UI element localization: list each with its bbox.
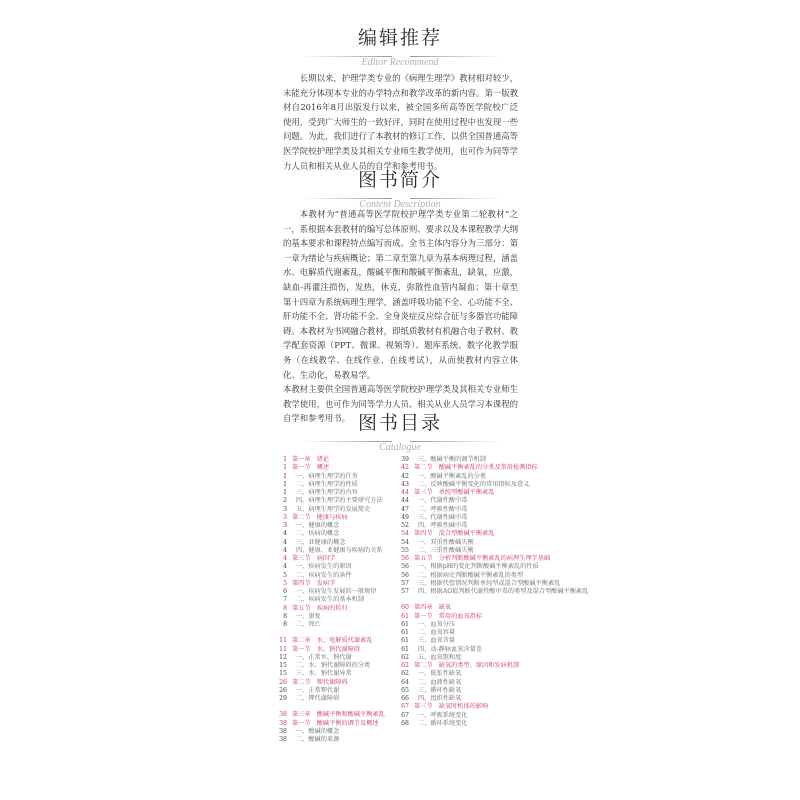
toc-entry-label: 二、疾病发生的条件	[296, 571, 352, 579]
toc-entry-label: 一、低张性缺氧	[418, 670, 462, 678]
toc-entry-label: 二、水、钠代谢障碍的分类	[296, 662, 371, 669]
toc-entry-label: 第三章 酸碱平衡和酸碱平衡紊乱	[292, 711, 385, 719]
toc-section[interactable]	[398, 489, 522, 497]
toc-sub[interactable]	[276, 654, 392, 662]
content-description-paragraph: 本教材为“普通高等医学院校护理学类专业第二轮教材”之一，系根据本套教材的编写总体原则、要求以及本课程教学大纲的基本要求和课程特点编写而成。全书主体内容分为三部分：第一章为绪论与疾病概论；第二章至第九章为基本病理过程，涵盖水、电解质代谢紊乱，酸碱平衡和酸碱平衡紊乱，缺氧，应激，缺血-再灌注损伤，发热，休克，弥散性血管内凝血；第十章至第十四章为系统病理生理学，涵盖呼吸功能不全、心功能不全、肝功能不全、肾功能不全、全身炎症反应综合征与多器官功能障碍。本教材为书网融合教材，即纸质教材有机融合电子教材、教学配套资源（PPT、微课、视频等）、题库系统、数字化教学服务（在线教学、在线作业、在线考试），从而使教材内容立体化、生动化，易教易学。	[283, 209, 518, 380]
toc-page-number: 4	[283, 538, 287, 546]
toc-section[interactable]	[398, 662, 522, 670]
toc-entry-label: 第一节 概述	[292, 464, 330, 472]
toc-sub[interactable]	[276, 572, 392, 580]
toc-page-number: 64	[401, 678, 409, 686]
toc-page-number: 54	[401, 538, 409, 546]
editor-recommend-body	[283, 71, 518, 173]
content-description-body	[283, 207, 518, 426]
toc-section[interactable]	[276, 580, 392, 588]
toc-sub[interactable]	[398, 670, 522, 678]
toc-entry-label: 第一章 绪论	[292, 456, 330, 463]
toc-sub[interactable]	[276, 506, 392, 514]
toc-entry-label: 第一节 酸碱平衡的调节及概述	[292, 719, 379, 727]
toc-entry-label: 三、酸碱平衡的调节机制	[418, 456, 487, 463]
toc-section[interactable]	[398, 530, 522, 538]
toc-sub[interactable]	[398, 712, 522, 720]
toc-page-number: 61	[401, 612, 409, 620]
toc-entry-label: 二、呼吸性酸中毒	[418, 505, 468, 513]
toc-page-number: 44	[401, 497, 409, 505]
toc-entry-label: 四、健康、亚健康与疾病的关系	[296, 546, 383, 554]
toc-entry-label: 第一节 水、钠代谢障碍	[292, 645, 361, 653]
divider-left	[300, 441, 392, 442]
toc-entry-label: 三、代谢性碱中毒	[418, 513, 468, 521]
toc-page-number: 62	[401, 662, 409, 669]
toc-page-number: 49	[401, 513, 409, 521]
content-description-header	[0, 169, 800, 210]
divider-left	[300, 198, 392, 199]
toc-page-number: 52	[401, 522, 409, 529]
content-description-subtitle: Content Description	[359, 199, 441, 210]
toc-page-number: 38	[279, 719, 287, 727]
toc-entry-label: 一、酸碱平衡紊乱的分类	[418, 472, 487, 480]
editor-recommend-subtitle: Editor Recommend	[361, 57, 439, 68]
toc-sub[interactable]	[398, 646, 522, 654]
toc-page-number: 56	[401, 571, 409, 579]
toc-page-number: 1	[283, 480, 287, 488]
divider-right	[410, 198, 502, 199]
toc-sub[interactable]	[276, 728, 392, 736]
toc-page-number: 57	[401, 588, 409, 595]
toc-entry-label: 第三节 缺氧时机体的影响	[414, 703, 489, 711]
toc-sub[interactable]	[276, 563, 392, 571]
toc-entry-label: 第二节 缺氧的类型、原因和发病机制	[414, 662, 520, 669]
toc-entry-label: 一、正常钾代谢	[296, 686, 340, 694]
toc-section[interactable]	[276, 555, 392, 563]
toc-sub[interactable]	[276, 473, 392, 481]
toc-page-number: 61	[401, 637, 409, 645]
toc-page-number: 68	[401, 719, 409, 727]
catalogue-subtitle-row	[0, 435, 800, 453]
toc-page-number: 26	[279, 686, 287, 694]
divider-left	[300, 56, 392, 57]
toc-entry-label: 四、根据AG值判断代谢性酸中毒的类型及混合型酸碱平衡紊乱	[418, 588, 589, 595]
toc-sub[interactable]	[398, 695, 522, 703]
toc-page-number: 42	[401, 464, 409, 472]
toc-page-number: 61	[401, 620, 409, 628]
toc-section[interactable]	[276, 679, 392, 687]
toc-section[interactable]	[276, 720, 392, 728]
toc-page-number: 67	[401, 703, 409, 711]
toc-sub[interactable]	[276, 481, 392, 489]
toc-entry-label: 一、代谢性酸中毒	[418, 497, 468, 505]
toc-entry-label: 第二章 水、电解质代谢紊乱	[292, 637, 373, 645]
toc-page-number: 39	[401, 456, 409, 463]
toc-sub[interactable]	[398, 473, 522, 481]
toc-entry-label: 第二节 钾代谢障碍	[292, 678, 348, 686]
toc-page-number: 2	[283, 497, 287, 505]
toc-page-number: 26	[279, 678, 287, 686]
toc-page-number: 1	[283, 464, 287, 472]
toc-section[interactable]	[398, 464, 538, 472]
toc-entry-label: 二、三重性酸碱失衡	[418, 546, 474, 554]
toc-sub[interactable]	[398, 572, 522, 580]
toc-entry-label: 一、根据pH的变化判断酸碱平衡紊乱的性质	[418, 563, 539, 571]
toc-page-number: 29	[279, 695, 287, 702]
toc-section[interactable]	[276, 646, 392, 654]
toc-sub[interactable]	[276, 530, 392, 538]
toc-entry-label: 二、病理生理学的性质	[296, 480, 358, 488]
catalogue-subtitle: Catalogue	[379, 442, 421, 453]
toc-entry-label: 第五节 分析判断酸碱平衡紊乱的病理生理学基础	[414, 555, 551, 562]
toc-entry-label: 一、健康的概念	[296, 522, 340, 529]
toc-page-number: 3	[283, 522, 287, 529]
toc-section[interactable]	[276, 464, 392, 472]
catalogue-header	[0, 412, 800, 453]
toc-page-number: 55	[401, 546, 409, 554]
toc-sub[interactable]	[276, 522, 392, 530]
toc-page-number: 43	[401, 480, 409, 488]
toc-page-number: 8	[283, 612, 287, 620]
toc-sub[interactable]	[398, 514, 522, 522]
toc-sub[interactable]	[398, 588, 589, 596]
toc-entry-label: 一、血氧分压	[418, 620, 456, 628]
toc-entry-label: 三、循环性缺氧	[418, 686, 462, 694]
toc-sub[interactable]	[398, 629, 522, 637]
toc-entry-label: 一、疾病发生发展的一般规律	[296, 588, 377, 595]
toc-page-number: 3	[283, 513, 287, 521]
toc-sub[interactable]	[276, 670, 392, 678]
toc-page-number: 8	[283, 604, 287, 612]
divider-right	[410, 441, 502, 442]
toc-sub[interactable]	[276, 547, 392, 555]
toc-sub[interactable]	[398, 654, 522, 662]
toc-entry-label: 第二节 健康与疾病	[292, 513, 348, 521]
toc-page-number: 60	[401, 604, 409, 612]
toc-page-number: 44	[401, 489, 409, 496]
toc-sub[interactable]	[276, 497, 392, 505]
toc-entry-label: 三、亚健康的概念	[296, 538, 346, 546]
toc-page-number: 61	[401, 629, 409, 636]
toc-sub[interactable]	[276, 687, 392, 695]
toc-entry-label: 第四节 发病学	[292, 579, 336, 587]
toc-page-number: 67	[401, 711, 409, 719]
toc-section[interactable]	[276, 514, 392, 522]
toc-entry-label: 三、水、钠代谢异常	[296, 670, 352, 678]
toc-sub[interactable]	[398, 480, 530, 489]
toc-entry-label: 二、疾病的概念	[296, 530, 340, 538]
toc-page-number: 66	[401, 695, 409, 702]
toc-entry-label: 二、死亡	[296, 621, 321, 628]
toc-page-number: 1	[283, 472, 287, 480]
toc-page-number: 4	[283, 530, 287, 538]
toc-page-number: 6	[283, 588, 287, 595]
toc-page-number: 4	[283, 555, 287, 562]
toc-sub[interactable]	[398, 539, 522, 547]
toc-entry-label: 第五节 疾病的转归	[292, 604, 348, 612]
toc-entry-label: 二、酸碱的来源	[296, 736, 340, 743]
editor-recommend-header	[0, 27, 800, 68]
toc-sub[interactable]	[398, 679, 522, 687]
toc-entry-label: 五、病理生理学的发展简史	[296, 505, 371, 513]
toc-page-number: 1	[283, 456, 287, 463]
toc-page-number: 1	[283, 489, 287, 496]
toc-entry-label: 一、呼吸系统变化	[418, 711, 468, 719]
toc-entry-label: 第三节 单纯型酸碱平衡紊乱	[414, 489, 495, 496]
toc-sub[interactable]	[276, 662, 392, 670]
toc-entry-label: 三、血氧含量	[418, 637, 456, 645]
content-description-title: 图书简介	[357, 169, 442, 191]
toc-entry-label: 一、双重性酸碱失衡	[418, 538, 474, 546]
toc-page-number: 3	[283, 505, 287, 513]
content-description-subtitle-row	[0, 192, 800, 210]
toc-entry-label: 二、根据病史判断酸碱平衡紊乱的类型	[418, 571, 524, 579]
toc-left-column	[276, 456, 392, 744]
toc-chapter[interactable]	[276, 456, 392, 464]
toc-page-number: 38	[279, 736, 287, 743]
toc-sub[interactable]	[398, 687, 522, 695]
toc-page-number: 56	[401, 555, 409, 562]
editor-recommend-paragraph: 长期以来，护理学类专业的《病理生理学》教材相对较少，未能充分体现本专业的办学特点和教学改革的新内容。第一版教材自2016年8月出版发行以来，被全国多所高等医学院校广泛使用，受到广大师生的一致好评，同时在使用过程中也发现一些问题。为此，我们进行了本教材的修订工作，以供全国普通高等医学院校护理学类及其相关专业师生教学使用，也可作为同等学力人员和相关从业人员的自学和参考用书。	[283, 73, 518, 171]
toc-entry-label: 一、病理生理学的任务	[296, 472, 358, 480]
toc-entry-label: 五、血氧饱和度	[418, 653, 462, 661]
toc-entry-label: 四、组织性缺氧	[418, 695, 462, 702]
toc-entry-label: 一、疾病发生的原因	[296, 563, 352, 571]
toc-page-number: 57	[401, 579, 409, 587]
toc-sub[interactable]	[276, 489, 392, 497]
editor-recommend-subtitle-row	[0, 50, 800, 68]
toc-sub[interactable]	[276, 588, 392, 596]
toc-sub[interactable]	[398, 563, 539, 571]
toc-page-number: 62	[401, 670, 409, 678]
toc-sub[interactable]	[276, 621, 392, 629]
toc-page-number: 56	[401, 563, 409, 571]
toc-page-number: 15	[279, 670, 287, 678]
toc-page-number: 12	[279, 653, 287, 661]
toc-section[interactable]	[398, 703, 522, 711]
catalogue-title: 图书目录	[357, 412, 442, 434]
content-description-paragraph: 本教材主要供全国普通高等医学院校护理学类及其相关专业师生教学使用，也可作为同等学力人员、相关从业人员学习本课程的自学和参考用书。	[283, 384, 518, 424]
editor-recommend-title: 编辑推荐	[357, 27, 442, 49]
toc-sub[interactable]	[276, 596, 392, 604]
toc-entry-label: 二、循环系统变化	[418, 719, 468, 727]
toc-page-number: 4	[283, 546, 287, 554]
toc-entry-label: 一、酸碱的概念	[296, 727, 340, 735]
toc-sub[interactable]	[276, 695, 392, 703]
toc-page-number: 7	[283, 596, 287, 604]
toc-entry-label: 四、动-静脉血氧含量差	[418, 645, 482, 653]
toc-page-number: 47	[401, 505, 409, 513]
toc-sub[interactable]	[398, 506, 522, 514]
toc-page-number: 42	[401, 472, 409, 480]
toc-page-number: 11	[279, 645, 287, 653]
toc-page-number: 4	[283, 563, 287, 571]
toc-entry-label: 四、呼吸性碱中毒	[418, 522, 468, 529]
toc-page-number: 5	[283, 579, 287, 587]
divider-right	[410, 56, 502, 57]
toc-sub[interactable]	[276, 539, 392, 547]
toc-sub[interactable]	[398, 637, 522, 645]
toc-entry-label: 二、血氧容量	[418, 629, 456, 636]
toc-page-number: 38	[279, 711, 287, 719]
toc-sub[interactable]	[398, 522, 522, 530]
toc-sub[interactable]	[398, 456, 522, 464]
toc-section[interactable]	[398, 555, 551, 563]
toc-page-number: 11	[279, 637, 287, 645]
toc-sub[interactable]	[398, 720, 522, 728]
toc-entry-label: 二、疾病发生的基本机制	[296, 596, 365, 604]
toc-section[interactable]	[276, 605, 392, 613]
toc-entry-label: 第四节 混合型酸碱平衡紊乱	[414, 530, 495, 538]
toc-entry-label: 一、正常水、钠代谢	[296, 653, 352, 661]
toc-page-number: 15	[279, 662, 287, 669]
toc-entry-label: 四、病理生理学的主要研究方法	[296, 497, 383, 505]
toc-page-number: 38	[279, 727, 287, 735]
toc-sub[interactable]	[398, 579, 561, 588]
toc-sub[interactable]	[398, 547, 522, 555]
toc-entry-label: 第三节 病因学	[292, 555, 336, 562]
toc-page-number: 62	[401, 653, 409, 661]
toc-page-number: 5	[283, 571, 287, 579]
toc-page-number: 8	[283, 621, 287, 628]
toc-entry-label: 二、血液性缺氧	[418, 678, 462, 686]
toc-sub[interactable]	[398, 621, 522, 629]
toc-entry-label: 第一节 常用的血氧指标	[414, 612, 483, 620]
toc-sub[interactable]	[398, 497, 522, 505]
toc-sub[interactable]	[276, 736, 392, 744]
toc-page-number: 54	[401, 530, 409, 538]
toc-right-column	[398, 456, 589, 728]
toc-page-number: 65	[401, 686, 409, 694]
toc-section[interactable]	[398, 613, 522, 621]
toc-page-number: 61	[401, 645, 409, 653]
toc-entry-label: 第二节 酸碱平衡紊乱的分类及常用检测指标	[414, 464, 538, 472]
toc-entry-label: 二、钾代谢障碍	[296, 695, 340, 702]
toc-entry-label: 二、反映酸碱平衡变化的常用指标及意义	[418, 480, 530, 488]
toc-sub[interactable]	[276, 613, 392, 621]
toc-entry-label: 三、病理生理学的内容	[296, 489, 358, 496]
toc-entry-label: 第四章 缺氧	[414, 604, 452, 612]
toc-chapter[interactable]	[398, 604, 522, 612]
toc-entry-label: 三、根据代偿情况判断单纯型或混合型酸碱平衡紊乱	[418, 579, 561, 587]
toc-chapter[interactable]	[276, 637, 392, 645]
toc-entry-label: 一、康复	[296, 612, 321, 620]
toc-chapter[interactable]	[276, 711, 392, 719]
